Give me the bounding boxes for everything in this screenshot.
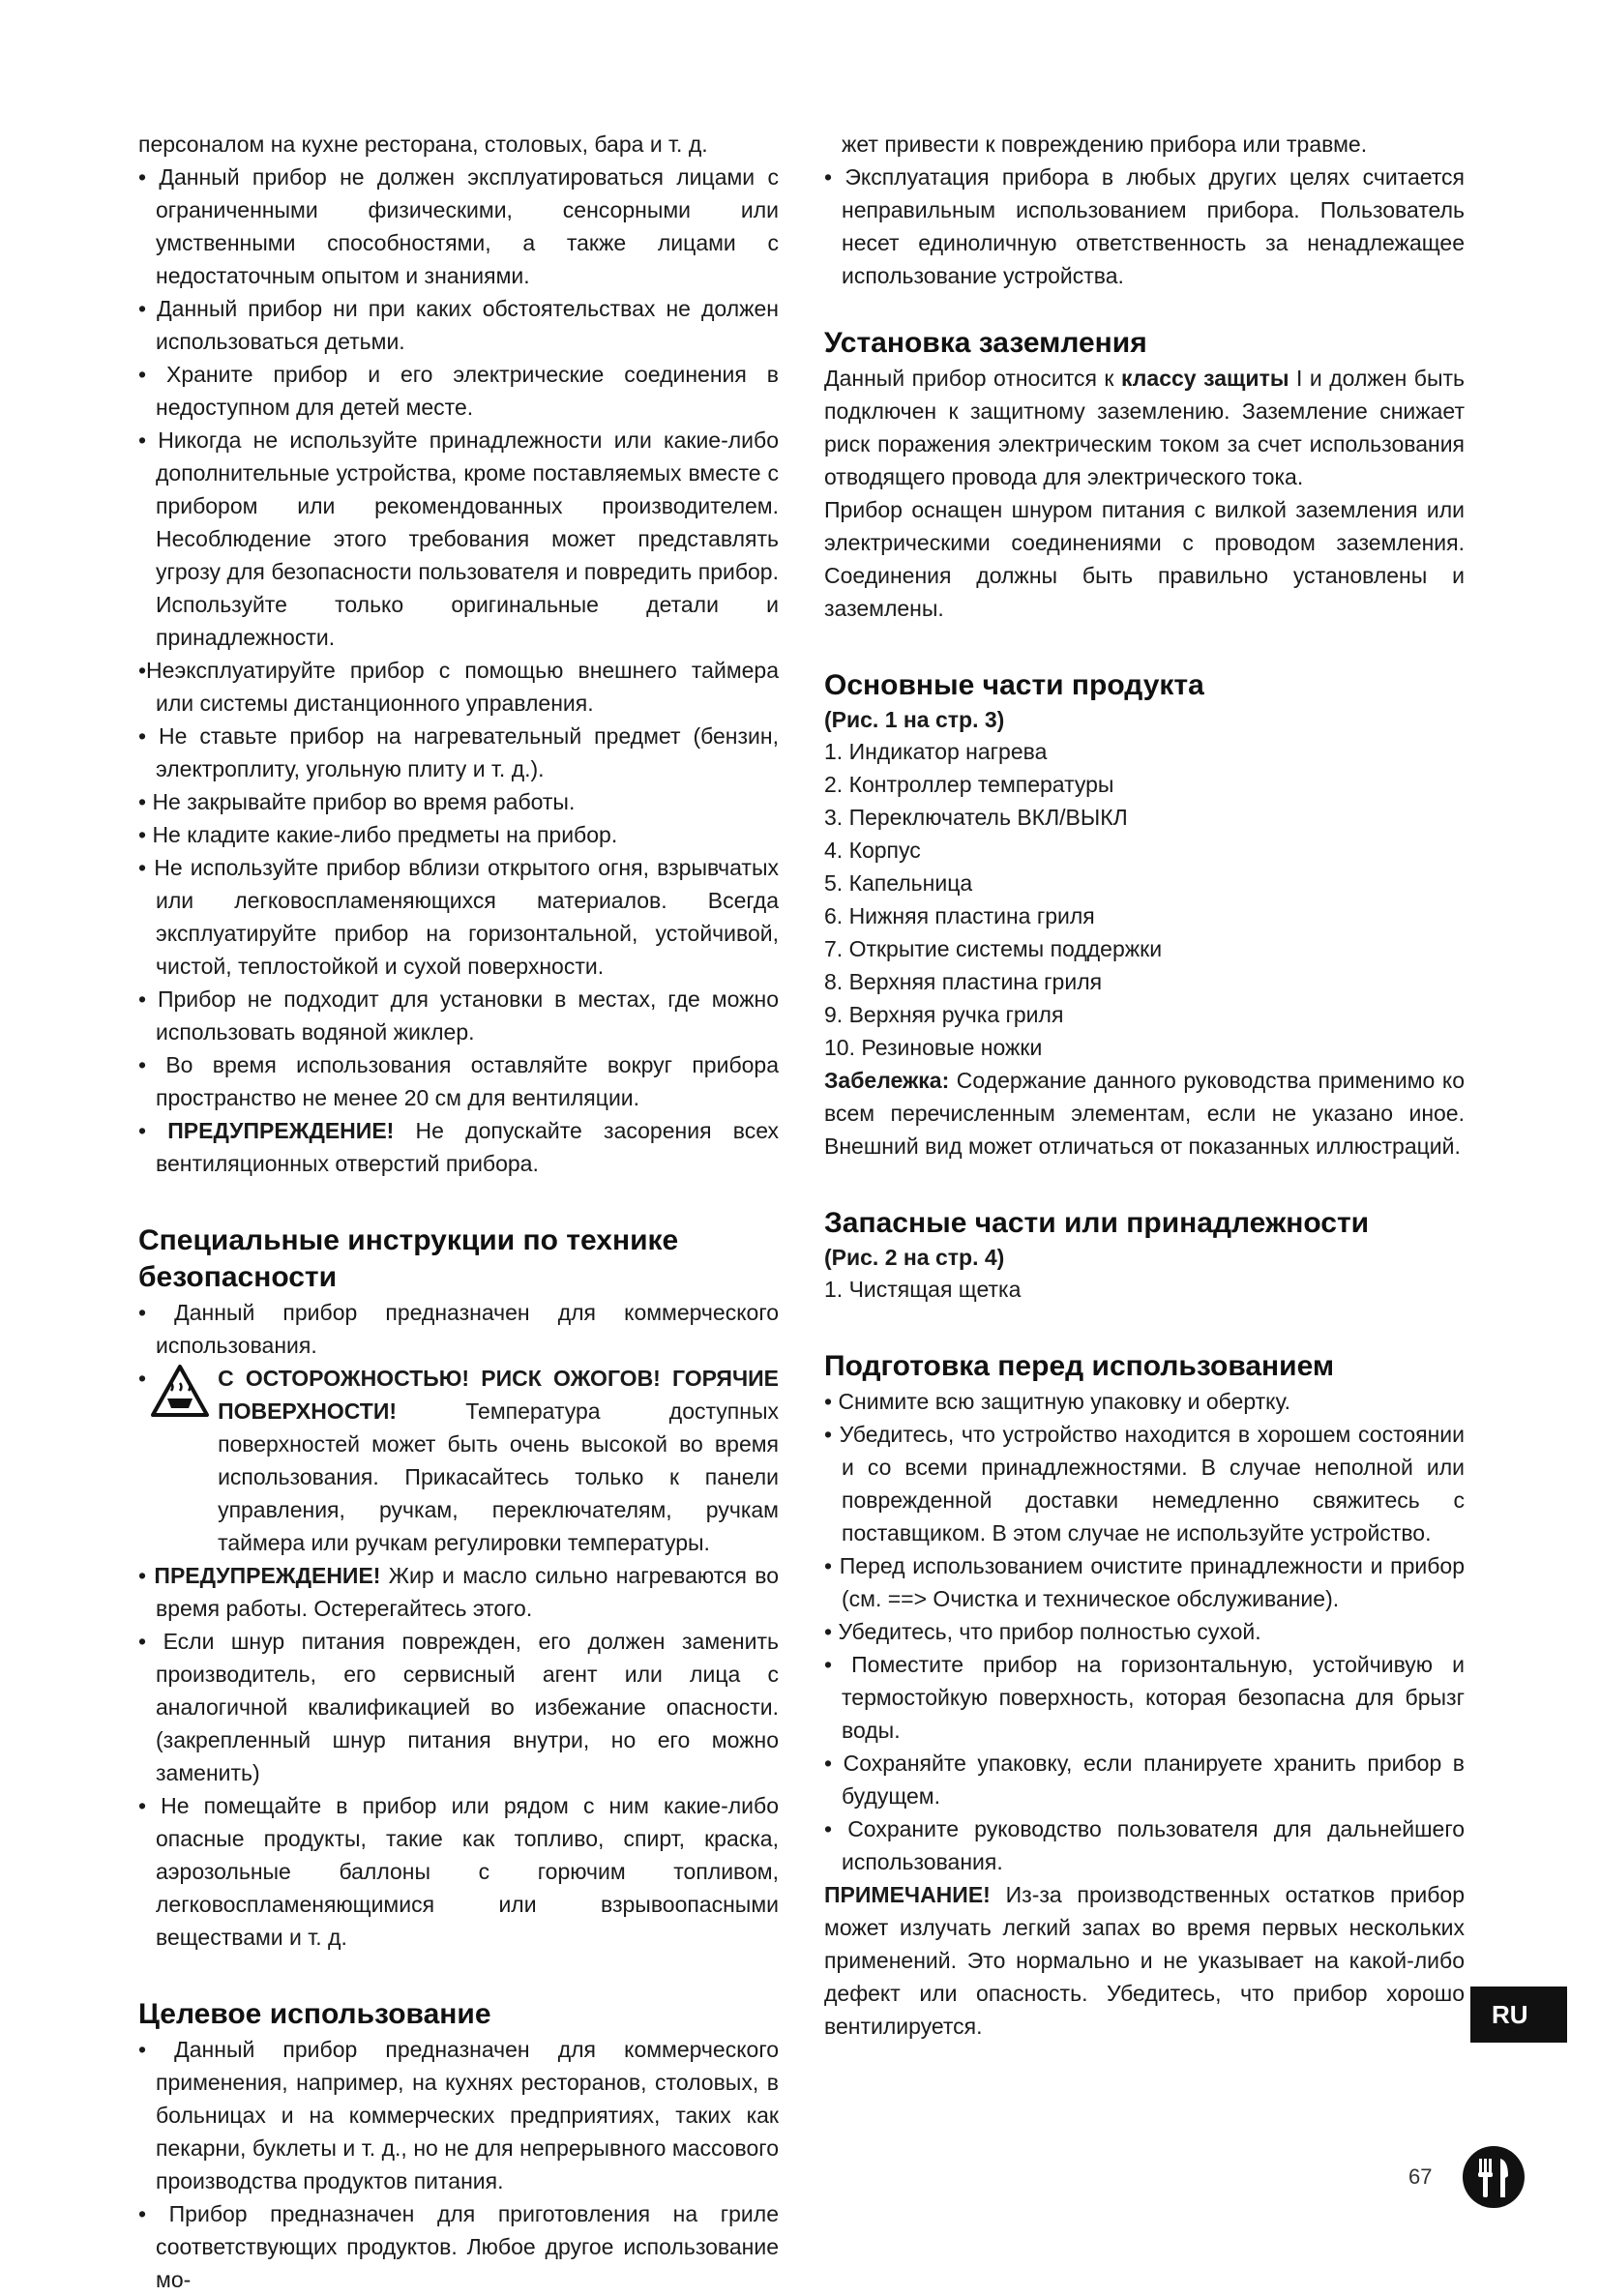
- warning-grease-bullet: • ПРЕДУПРЕЖДЕНИЕ! Жир и масло сильно нагреваются во время работы. Остерегайтесь этого.: [138, 1563, 780, 1621]
- parts-list-item: 4. Корпус: [824, 838, 921, 863]
- intended-bullet: • Данный прибор предназначен для коммерческого применения, например, на кухнях ресторанов, столовых, в больницах и на коммерческих предприятиях, таких как пекарни, буклеты и т. д., но не для непрерывного массового производства продуктов питания.: [138, 2037, 779, 2193]
- note-label: Забележка:: [824, 1068, 950, 1093]
- prep-bullet: • Поместите прибор на горизонтальную, устойчивую и термостойкую поверхность, которая безопасна для брызг воды.: [824, 1652, 1465, 1743]
- warning-label: ПРЕДУПРЕЖДЕНИЕ!: [167, 1118, 395, 1143]
- parts-list-item: 10. Резиновые ножки: [824, 1035, 1043, 1060]
- safety-bullet: • Не ставьте прибор на нагревательный предмет (бензин, электроплиту, угольную плиту и т. д.).: [138, 723, 779, 781]
- parts-list-item: 1. Индикатор нагрева: [824, 739, 1048, 764]
- preparation-heading: Подготовка перед использованием: [824, 1350, 1335, 1382]
- continuation-line: жет привести к повреждению прибора или травме.: [842, 132, 1368, 157]
- prep-bullet: • Убедитесь, что прибор полностью сухой.: [824, 1619, 1261, 1644]
- spare-parts-heading: Запасные части или принадлежности: [824, 1207, 1370, 1239]
- prep-bullet: • Убедитесь, что устройство находится в хорошем состоянии и со всеми принадлежностями. В случае неполной или поврежденной доставки немедленно свяжитесь с поставщиком. В этом случае не используйте устройство.: [824, 1422, 1465, 1545]
- main-parts-heading: Основные части продукта: [824, 669, 1204, 701]
- caution-label: С ОСТОРОЖНОСТЬЮ! РИСК ОЖОГОВ! ГОРЯЧИЕ ПОВЕРХНОСТИ!: [218, 1366, 779, 1424]
- parts-list-item: 3. Переключатель ВКЛ/ВЫКЛ: [824, 805, 1128, 830]
- parts-list-item: 2. Контроллер температуры: [824, 772, 1114, 797]
- safety-bullet: • Прибор не подходит для установки в местах, где можно использовать водяной жиклер.: [138, 986, 779, 1045]
- warning-vent-bullet: • ПРЕДУПРЕЖДЕНИЕ! Не допускайте засорения всех вентиляционных отверстий прибора.: [138, 1118, 779, 1176]
- parts-list-item: 9. Верхняя ручка гриля: [824, 1002, 1064, 1027]
- left-column: [138, 128, 779, 2296]
- prep-bullet: • Сохраните руководство пользователя для дальнейшего использования.: [824, 1816, 1465, 1874]
- prep-bullet: • Сохраняйте упаковку, если планируете хранить прибор в будущем.: [824, 1751, 1465, 1809]
- parts-list-item: 5. Капельница: [824, 870, 973, 896]
- warning-text: Жир и масло сильно нагреваются во время работы. Остерегайтесь этого.: [156, 1563, 780, 1621]
- grounding-heading: Установка заземления: [824, 327, 1147, 359]
- safety-bullet: • Во время использования оставляйте вокруг прибора пространство не менее 20 см для вентиляции.: [138, 1052, 779, 1110]
- page-number: 67: [1408, 2164, 1433, 2189]
- protection-class: классу защиты: [1121, 366, 1289, 391]
- remark-paragraph: ПРИМЕЧАНИЕ! Из-за производственных остатков прибор может излучать легкий запах во время первых нескольких применений. Это нормально и не указывает на какой-либо дефект или опасность. Убедитесь, что прибор хорошо вентилируется.: [824, 1882, 1465, 2039]
- warning-text: Не допускайте засорения всех вентиляционных отверстий прибора.: [156, 1118, 779, 1176]
- language-badge: RU: [1470, 1987, 1567, 2043]
- hot-surface-warning-icon: [150, 1364, 210, 1418]
- caution-text: Температура доступных поверхностей может быть очень высокой во время использования. Прикасайтесь только к панели управления, ручкам, переключателям, ручкам таймера или ручкам регулировки температуры.: [218, 1398, 779, 1555]
- warning-label: ПРЕДУПРЕЖДЕНИЕ!: [154, 1563, 381, 1588]
- special-safety-heading: Специальные инструкции по технике безопасности: [138, 1224, 679, 1293]
- safety-bullet: • Не закрывайте прибор во время работы.: [138, 789, 576, 814]
- figure-reference: (Рис. 1 на стр. 3): [824, 707, 1005, 732]
- safety-bullet: •Неэксплуатируйте прибор с помощью внешнего таймера или системы дистанционного управления.: [138, 658, 779, 716]
- safety-bullet: • Не используйте прибор вблизи открытого огня, взрывчатых или легковоспламеняющихся материалов. Всегда эксплуатируйте прибор на горизонтальной, устойчивой, чистой, теплостойкой и сухой поверхности.: [138, 855, 779, 979]
- intended-bullet: • Прибор предназначен для приготовления на гриле соответствующих продуктов. Любое другое использование мо-: [138, 2201, 779, 2292]
- safety-bullet: • Данный прибор ни при каких обстоятельствах не должен использоваться детьми.: [138, 296, 779, 354]
- special-bullet: • Не помещайте в прибор или рядом с ним какие-либо опасные продукты, такие как топливо, спирт, краска, аэрозольные баллоны с горючим топливом, легковоспламеняющимися или взрывоопасными веществами и т. д.: [138, 1793, 779, 1950]
- prep-bullet: • Снимите всю защитную упаковку и обертку.: [824, 1389, 1291, 1414]
- special-bullet: • Если шнур питания поврежден, его должен заменить производитель, его сервисный агент или лица с аналогичной квалификацией во избежание опасности. (закрепленный шнур питания внутри, но его можно заменить): [138, 1629, 779, 1785]
- special-bullet: • Данный прибор предназначен для коммерческого использования.: [138, 1300, 779, 1358]
- spare-list-item: 1. Чистящая щетка: [824, 1277, 1022, 1302]
- parts-list-item: 7. Открытие системы поддержки: [824, 936, 1163, 961]
- grounding-paragraph: Данный прибор относится к классу защиты I и должен быть подключен к защитному заземлению. Заземление снижает риск поражения электрическим током за счет использования отводящего провода для электрического тока.: [824, 366, 1466, 489]
- intended-use-heading: Целевое использование: [138, 1998, 491, 2030]
- prep-bullet: • Перед использованием очистите принадлежности и прибор (см. ==> Очистка и техническое обслуживание).: [824, 1553, 1465, 1611]
- hot-surface-caution: • С ОСТОРОЖНОСТЬЮ! РИСК ОЖОГОВ! ГОРЯЧИЕ ПОВЕРХНОСТИ! Температура доступных поверхностей может быть очень высокой во время использования. Прикасайтесь только к панели управления, ручкам, переключателям, ручкам таймера или ручкам регулировки температуры.: [138, 1366, 779, 1555]
- figure-reference: (Рис. 2 на стр. 4): [824, 1245, 1005, 1270]
- right-column: [824, 128, 1465, 2043]
- parts-list-item: 6. Нижняя пластина гриля: [824, 903, 1095, 928]
- safety-bullet: • Никогда не используйте принадлежности или какие-либо дополнительные устройства, кроме поставляемых вместе с прибором или рекомендованных производителем. Несоблюдение этого требования может представлять угрозу для безопасности пользователя и повредить прибор. Используйте только оригинальные детали и принадлежности.: [138, 427, 779, 650]
- note-paragraph: Забележка: Содержание данного руководства применимо ко всем перечисленным элементам, если не указано иное. Внешний вид может отличаться от показанных иллюстраций.: [824, 1068, 1465, 1159]
- misuse-bullet: • Эксплуатация прибора в любых других целях считается неправильным использованием прибора. Пользователь несет единоличную ответственность за ненадлежащее использование устройства.: [824, 164, 1465, 288]
- remark-label: ПРИМЕЧАНИЕ!: [824, 1882, 991, 1907]
- parts-list-item: 8. Верхняя пластина гриля: [824, 969, 1103, 994]
- grounding-paragraph: Прибор оснащен шнуром питания с вилкой заземления или электрическими соединениями с проводом заземления. Соединения должны быть правильно установлены и заземлены.: [824, 497, 1465, 621]
- safety-bullet: • Не кладите какие-либо предметы на прибор.: [138, 822, 618, 847]
- cutlery-logo-icon: [1462, 2145, 1526, 2209]
- safety-bullet: • Данный прибор не должен эксплуатироваться лицами с ограниченными физическими, сенсорными или умственными способностями, а также лицами с недостаточным опытом и знаниями.: [138, 164, 779, 288]
- safety-bullet: • Храните прибор и его электрические соединения в недоступном для детей месте.: [138, 362, 779, 420]
- intro-line: персоналом на кухне ресторана, столовых, бара и т. д.: [138, 132, 708, 157]
